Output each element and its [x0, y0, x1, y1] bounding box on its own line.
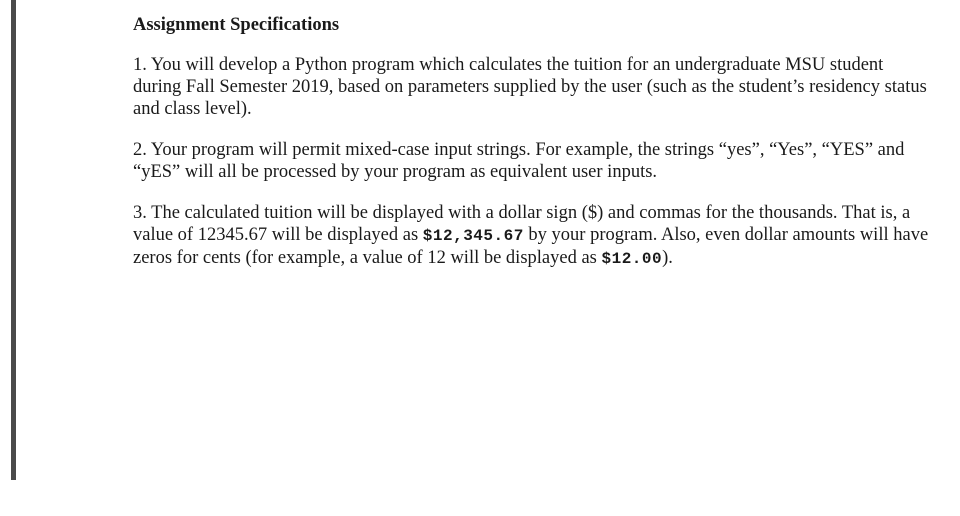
page-left-border	[11, 0, 16, 480]
spec-item-3-text-a: 3. The calculated tuition will be displayed with a dollar sign ($) and commas for the thousands. That is, a value of 12345.67 will be displayed as	[133, 203, 911, 245]
spec-item-3-text-c: ).	[662, 248, 673, 268]
example-formatted-value: $12,345.67	[422, 227, 524, 245]
example-cents-value: $12.00	[601, 250, 663, 268]
spec-item-1: 1. You will develop a Python program which calculates the tuition for an undergraduate MSU student during Fall Semester 2019, based on parameters supplied by the user (such as the student’s residency status and class level).	[133, 55, 927, 119]
document-body	[133, 14, 933, 289]
spec-item-3	[133, 202, 933, 270]
spec-item-2: 2. Your program will permit mixed-case input strings. For example, the strings “yes”, “Yes”, “YES” and “yES” will all be processed by your program as equivalent user inputs.	[133, 140, 905, 182]
spec-item-3-text-b: by your program. Also, even dollar amounts will have zeros for cents (for example, a value of 12 will be displayed as	[133, 225, 929, 268]
section-heading: Assignment Specifications	[133, 15, 340, 35]
